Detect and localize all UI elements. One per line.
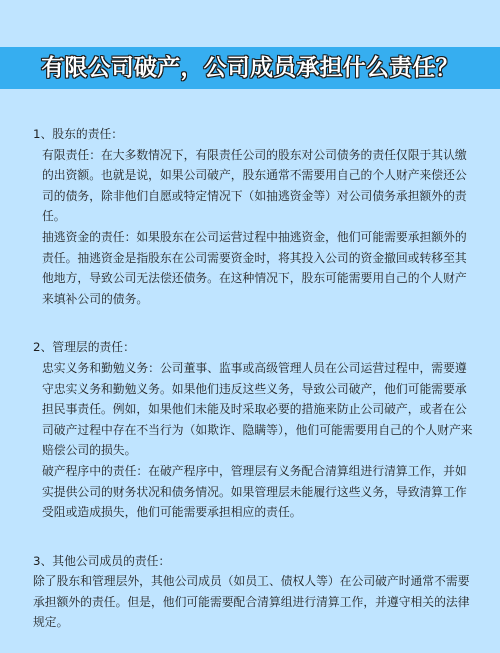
section-heading: 2、管理层的责任：: [33, 340, 135, 355]
section-management: [33, 337, 477, 522]
article-body: [33, 124, 477, 641]
paragraph: 有限责任：在大多数情况下，有限责任公司的股东对公司债务的责任仅限于其认缴的出资额。也就是说，如果公司破产，股东通常不需要用自己的个人财产来偿还公司的债务，除非他们自愿或特定情况下（如抽逃资金等）对公司债务承担额外的责任。: [42, 147, 467, 224]
paragraph: 抽逃资金的责任：如果股东在公司运营过程中抽逃资金，他们可能需要承担额外的责任。抽逃资金是指股东在公司需要资金时，将其投入公司的资金撤回或转移至其他地方，导致公司无法偿还债务。在这种情况下，股东可能需要用自己的个人财产来填补公司的债务。: [42, 229, 467, 306]
paragraph: 除了股东和管理层外，其他公司成员（如员工、债权人等）在公司破产时通常不需要承担额外的责任。但是，他们可能需要配合清算组进行清算工作，并遵守相关的法律规定。: [33, 574, 470, 630]
section-spacer: [33, 317, 477, 337]
section-shareholders: [33, 124, 477, 309]
section-heading: 1、股东的责任：: [33, 127, 124, 141]
page-title: 有限公司破产，公司成员承担什么责任？: [41, 54, 459, 81]
section-spacer: [33, 531, 477, 551]
title-banner: [0, 47, 500, 89]
paragraph: 破产程序中的责任：在破产程序中，管理层有义务配合清算组进行清算工作，并如实提供公司的财务状况和债务情况。如果管理层未能履行这些义务，导致清算工作受阻或造成损失，他们可能需要承担相应的责任。: [42, 463, 467, 520]
section-other-members: [33, 551, 477, 633]
paragraph: 忠实义务和勤勉义务：公司董事、监事或高级管理人员在公司运营过程中，需要遵守忠实义务和勤勉义务。如果他们违反这些义务，导致公司破产，他们可能需要承担民事责任。例如，如果他们未能及时采取必要的措施来防止公司破产，或者在公司破产过程中存在不当行为（如欺诈、隐瞒等），他们可能需要用自己的个人财产来赔偿公司的损失。: [42, 360, 473, 458]
section-heading: 3、其他公司成员的责任：: [33, 553, 171, 568]
